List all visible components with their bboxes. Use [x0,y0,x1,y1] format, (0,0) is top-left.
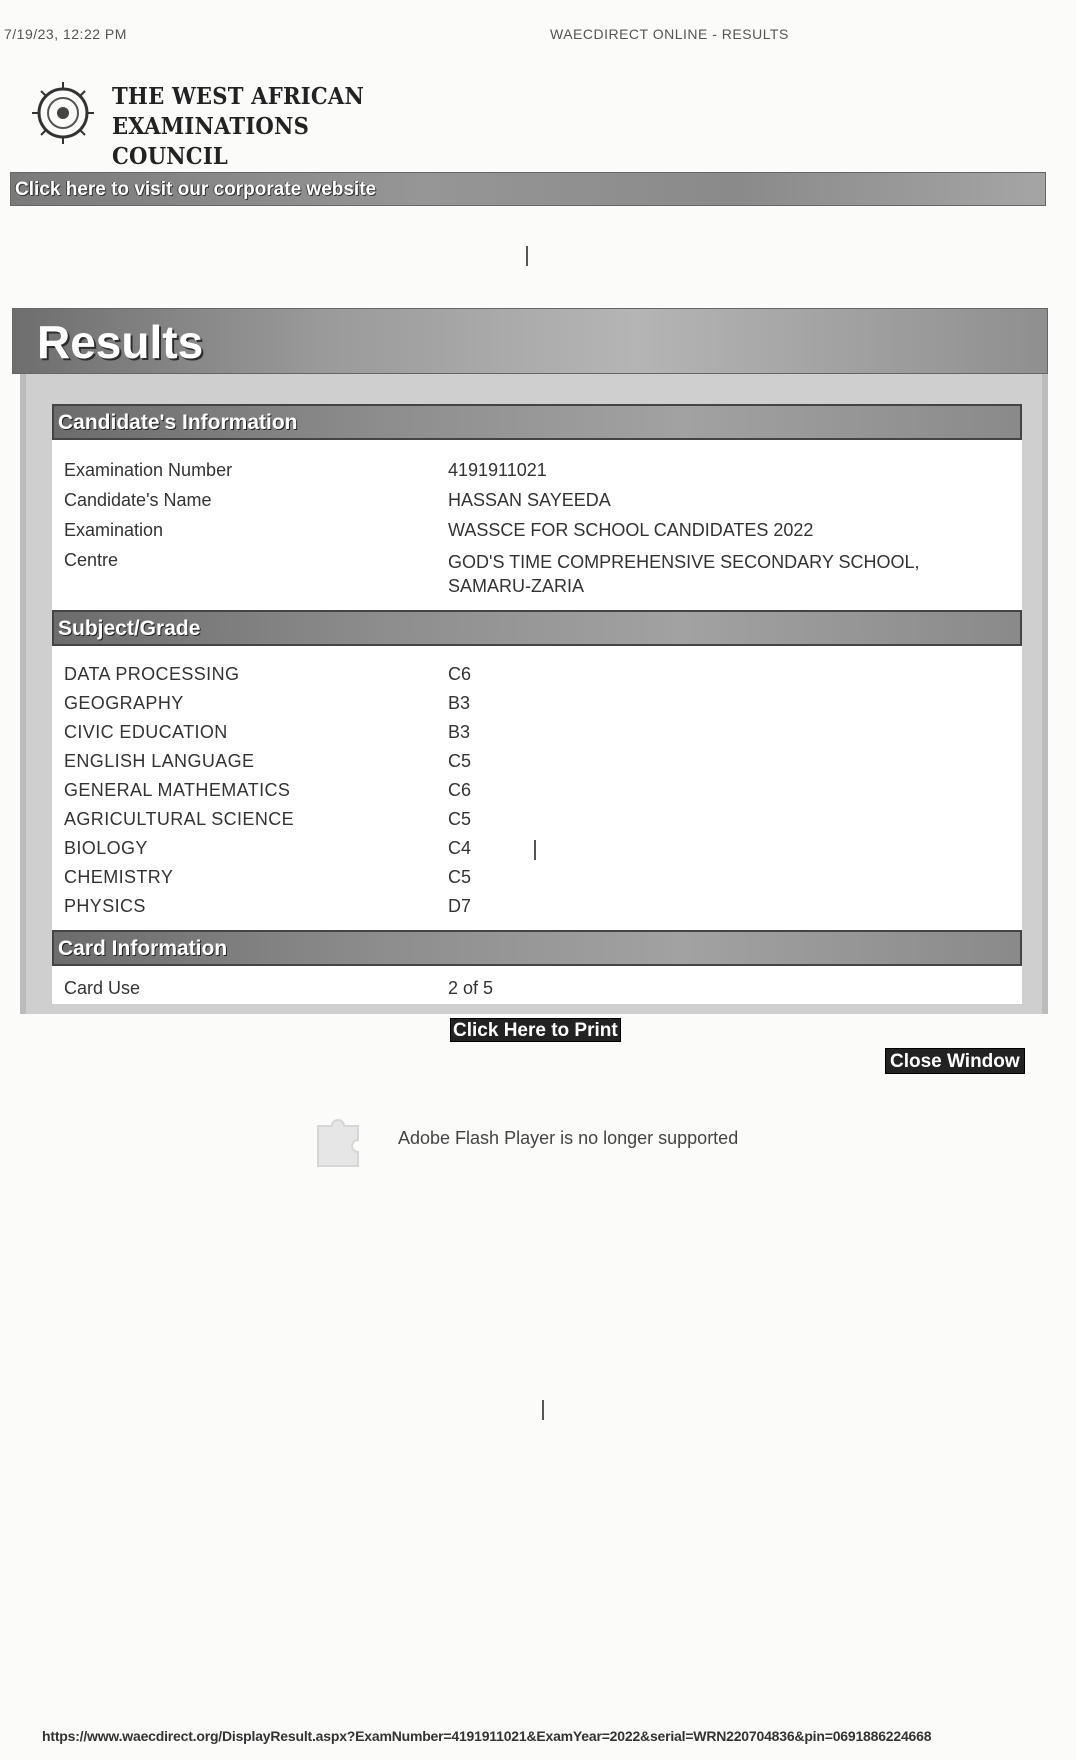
table-row: AGRICULTURAL SCIENCE C5 [64,809,472,829]
info-row-exam-number: Examination Number 4191911021 [64,460,547,480]
table-row: GEOGRAPHY B3 [64,693,471,713]
page-url: https://www.waecdirect.org/DisplayResult.aspx?ExamNumber=4191911021&ExamYear=2022&serial=WRN220704836&pin=0691886224668 [42,1728,932,1744]
card-use-row: Card Use 2 of 5 [64,978,494,998]
table-row: BIOLOGY C4 [64,838,472,858]
flash-notice [310,1112,810,1172]
results-title: Results [37,316,204,368]
waec-logo[interactable] [28,78,428,170]
centre-line-2: SAMARU-ZARIA [448,576,585,596]
text-cursor-mark [526,246,528,266]
corporate-link-label: Click here to visit our corporate website [15,179,377,200]
flash-notice-text: Adobe Flash Player is no longer supported [398,1128,739,1148]
corporate-website-link[interactable] [10,172,1046,206]
candidate-info-heading: Candidate's Information [52,404,1022,440]
subject-grade-heading: Subject/Grade [52,610,1022,646]
plugin-puzzle-icon [310,1112,366,1168]
print-timestamp: 7/19/23, 12:22 PM [4,26,127,42]
table-row: ENGLISH LANGUAGE C5 [64,751,472,771]
waec-wordmark [112,82,403,172]
table-row: DATA PROCESSING C6 [64,664,472,684]
info-row-examination: Examination WASSCE FOR SCHOOL CANDIDATES 2022 [64,520,814,540]
table-row: GENERAL MATHEMATICS C6 [64,780,472,800]
wordmark-line-1: THE WEST AFRICAN [112,83,364,110]
table-row: CIVIC EDUCATION B3 [64,722,471,742]
results-header [12,308,1048,374]
table-row: PHYSICS D7 [64,896,472,916]
info-row-centre: Centre GOD'S TIME COMPREHENSIVE SECONDARY SCHOOL, SAMARU-ZARIA [64,550,920,596]
text-cursor-mark [534,840,536,860]
results-panel-inner [52,404,1022,1004]
print-button[interactable]: Click Here to Print [450,1018,621,1042]
waec-seal-icon [28,78,98,148]
table-row: CHEMISTRY C5 [64,867,472,887]
text-cursor-mark [542,1400,544,1420]
results-panel [20,374,1048,1014]
card-info-heading: Card Information [52,930,1022,966]
info-row-candidate-name: Candidate's Name HASSAN SAYEEDA [64,490,611,510]
close-window-button[interactable]: Close Window [885,1048,1025,1074]
print-page-title: WAECDIRECT ONLINE - RESULTS [550,26,789,42]
wordmark-line-2: EXAMINATIONS COUNCIL [112,113,310,170]
centre-line-1: GOD'S TIME COMPREHENSIVE SECONDARY SCHOOL, [448,552,920,572]
